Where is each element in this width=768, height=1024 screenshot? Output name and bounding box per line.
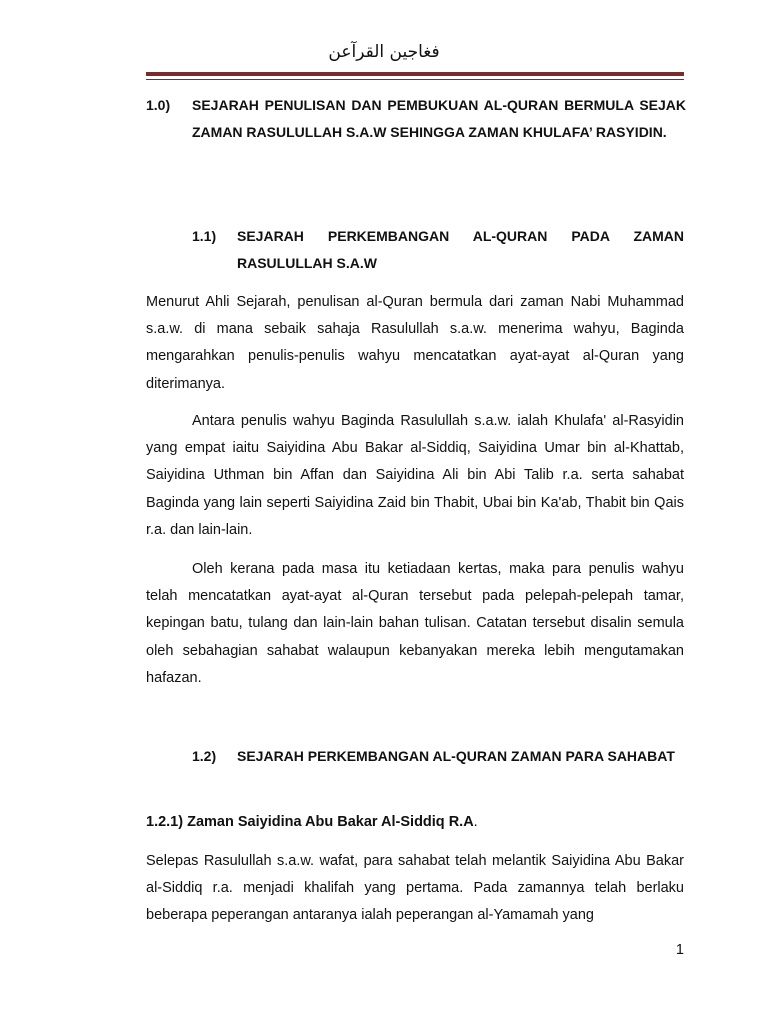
page-number: 1	[675, 942, 684, 958]
subsection-trailing-period: .	[473, 814, 478, 830]
subsection-heading-1-2-1	[146, 814, 478, 830]
section-title: SEJARAH PERKEMBANGAN AL-QURAN ZAMAN PARA SAHABAT	[237, 748, 675, 764]
section-heading-1-1	[192, 223, 684, 277]
section-heading-1-0	[146, 92, 686, 146]
running-header-title: فغاجين القرآعن	[328, 42, 440, 62]
subsection-title: 1.2.1) Zaman Saiyidina Abu Bakar Al-Siddiq R.A	[146, 814, 474, 830]
section-title: SEJARAH PERKEMBANGAN AL-QURAN PADA ZAMAN RASULULLAH S.A.W	[237, 228, 684, 271]
section-number: 1.0)	[146, 97, 171, 113]
header-rule-thick	[146, 72, 684, 76]
paragraph: Selepas Rasulullah s.a.w. wafat, para sahabat telah melantik Saiyidina Abu Bakar al-Siddiq r.a. menjadi khalifah yang pertama. Pada zamannya telah berlaku beberapa peperangan antaranya ialah peperangan al-Yamamah yang	[146, 853, 684, 924]
section-heading-1-2	[192, 743, 684, 770]
paragraph: Antara penulis wahyu Baginda Rasulullah s.a.w. ialah Khulafa' al-Rasyidin yang empat iaitu Saiyidina Abu Bakar al-Siddiq, Saiyidina Umar bin al-Khattab, Saiyidina Uthman bin Affan dan Saiyidina Ali bin Abi Talib r.a. serta sahabat Baginda yang lain seperti Saiyidina Zaid bin Thabit, Ubai bin Ka'ab, Thabit bin Qais r.a. dan lain-lain.	[146, 413, 684, 538]
section-number: 1.2)	[192, 748, 217, 764]
header-rule-thin	[146, 79, 684, 80]
section-title: SEJARAH PENULISAN DAN PEMBUKUAN AL-QURAN BERMULA SEJAK ZAMAN RASULULLAH S.A.W SEHINGGA ZAMAN KHULAFA’ RASYIDIN.	[192, 97, 686, 140]
section-number: 1.1)	[192, 228, 217, 244]
paragraph: Menurut Ahli Sejarah, penulisan al-Quran bermula dari zaman Nabi Muhammad s.a.w. di mana sebaik sahaja Rasulullah s.a.w. menerima wahyu, Baginda mengarahkan penulis-penulis wahyu mencatatkan ayat-ayat al-Quran yang diterimanya.	[146, 294, 684, 392]
paragraph: Oleh kerana pada masa itu ketiadaan kertas, maka para penulis wahyu telah mencatatkan ayat-ayat al-Quran tersebut pada pelepah-pelepah tamar, kepingan batu, tulang dan lain-lain bahan tulisan. Catatan tersebut disalin semula oleh sebahagian sahabat walaupun kebanyakan mereka lebih mengutamakan hafazan.	[146, 561, 684, 686]
